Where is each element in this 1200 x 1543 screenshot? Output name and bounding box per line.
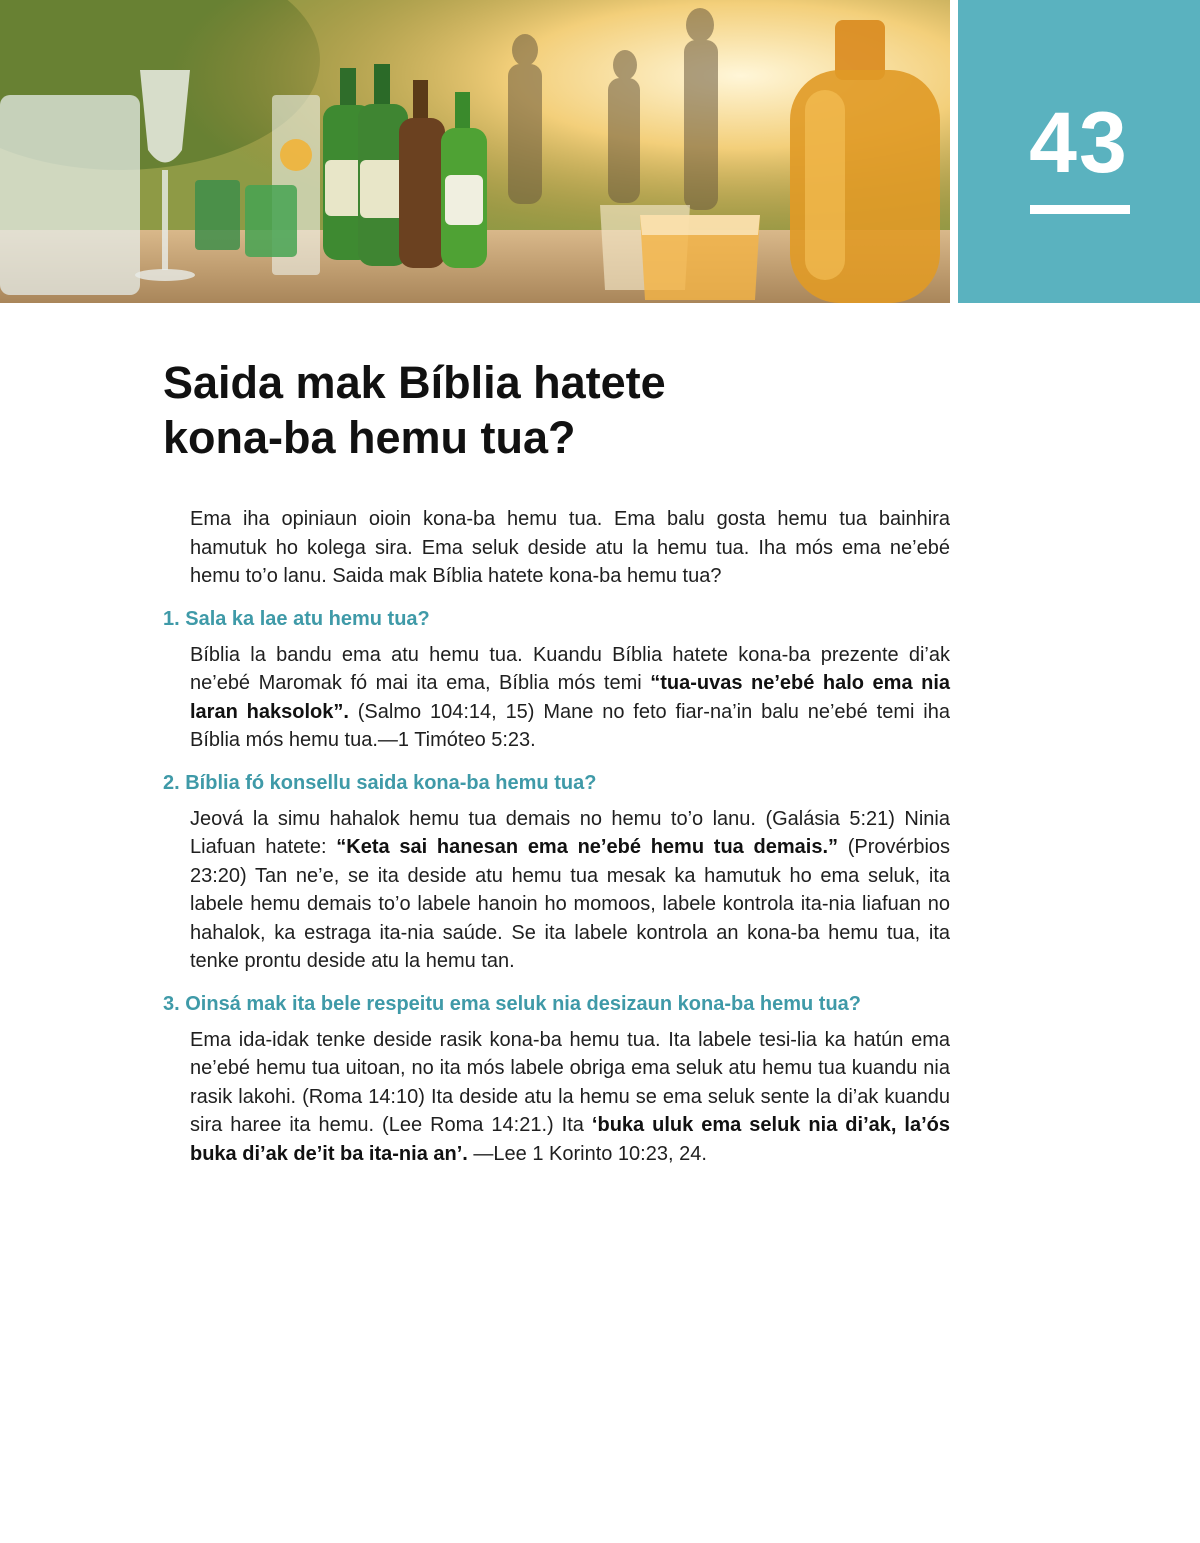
answer-1-text-a: Bíblia la bandu ema atu hemu tua. Kuandu Bíblia hatete kona-ba prezente di’ak ne’ebé Maromak fó mai ita ema, Bíblia mós temi [190, 643, 950, 694]
article-body [163, 505, 950, 1168]
page-title [163, 355, 923, 465]
answer-2-paragraph [190, 805, 950, 976]
answer-3-text-b: —Lee 1 Korinto 10:23, 24. [467, 1142, 707, 1165]
lesson-number-badge [958, 0, 1200, 303]
intro-paragraph: Ema iha opiniaun oioin kona-ba hemu tua. Ema balu gosta hemu tua bainhira hamutuk ho kolega sira. Ema seluk deside atu la hemu tua. Iha mós ema ne’ebé hemu to’o lanu. Saida mak Bíblia hatete kona-ba hemu tua? [190, 508, 950, 587]
answer-2-text-b: (Provérbios 23:20) Tan ne’e, se ita deside atu hemu tua mesak ka hamutuk ho ema seluk, ita labele hemu demais to’o labele hanoin ho momoos, labele kontrola ita-nia liafuan no hahalok, ka estraga ita-nia saúde. Se ita labele kontrola an kona-ba hemu tua, ita tenke prontu deside atu la hemu tan. [190, 836, 951, 972]
answer-1-quote: “tua-uvas ne’ebé halo ema nia laran haksolok”. [190, 672, 951, 723]
page-title-line-2: kona-ba hemu tua? [163, 412, 576, 463]
lesson-number-underline [1030, 205, 1130, 214]
answer-3-text-a: Ema ida-idak tenke deside rasik kona-ba hemu tua. Ita labele tesi-lia ka hatún ema ne’ebé hemu tua uitoan, no ita mós labele obriga ema seluk atu hemu tua kuandu nia rasik lakohi. (Roma 14:10) Ita deside atu la hemu se ema seluk sente la di’ak kuandu sira haree ita hemu. (Lee Roma 14:21.) Ita [190, 1028, 950, 1136]
question-1-heading: 1. Sala ka lae atu hemu tua? [163, 607, 430, 630]
hero-photo [0, 0, 950, 303]
answer-3-quote: ‘buka uluk ema seluk nia di’ak, la’ós buka di’ak de’it ba ita-nia an’. [190, 1114, 951, 1165]
page-title-line-1: Saida mak Bíblia hatete [163, 357, 666, 408]
question-2-heading: 2. Bíblia fó konsellu saida kona-ba hemu tua? [163, 771, 597, 794]
answer-3-paragraph [190, 1026, 950, 1169]
lesson-number: 43 [1029, 95, 1129, 191]
answer-1-text-b: (Salmo 104:14, 15) Mane no feto fiar-na’in balu ne’ebé temi iha Bíblia mós hemu tua.—1 Timóteo 5:23. [190, 700, 950, 751]
question-3-heading: 3. Oinsá mak ita bele respeitu ema seluk nia desizaun kona-ba hemu tua? [163, 992, 862, 1015]
answer-2-text-a: Jeová la simu hahalok hemu tua demais no hemu to’o lanu. (Galásia 5:21) Ninia Liafuan hatete: [190, 807, 950, 858]
answer-1-paragraph [190, 641, 950, 755]
party-drinks-illustration [0, 0, 950, 303]
answer-2-quote: “Keta sai hanesan ema ne’ebé hemu tua demais.” [336, 836, 839, 858]
